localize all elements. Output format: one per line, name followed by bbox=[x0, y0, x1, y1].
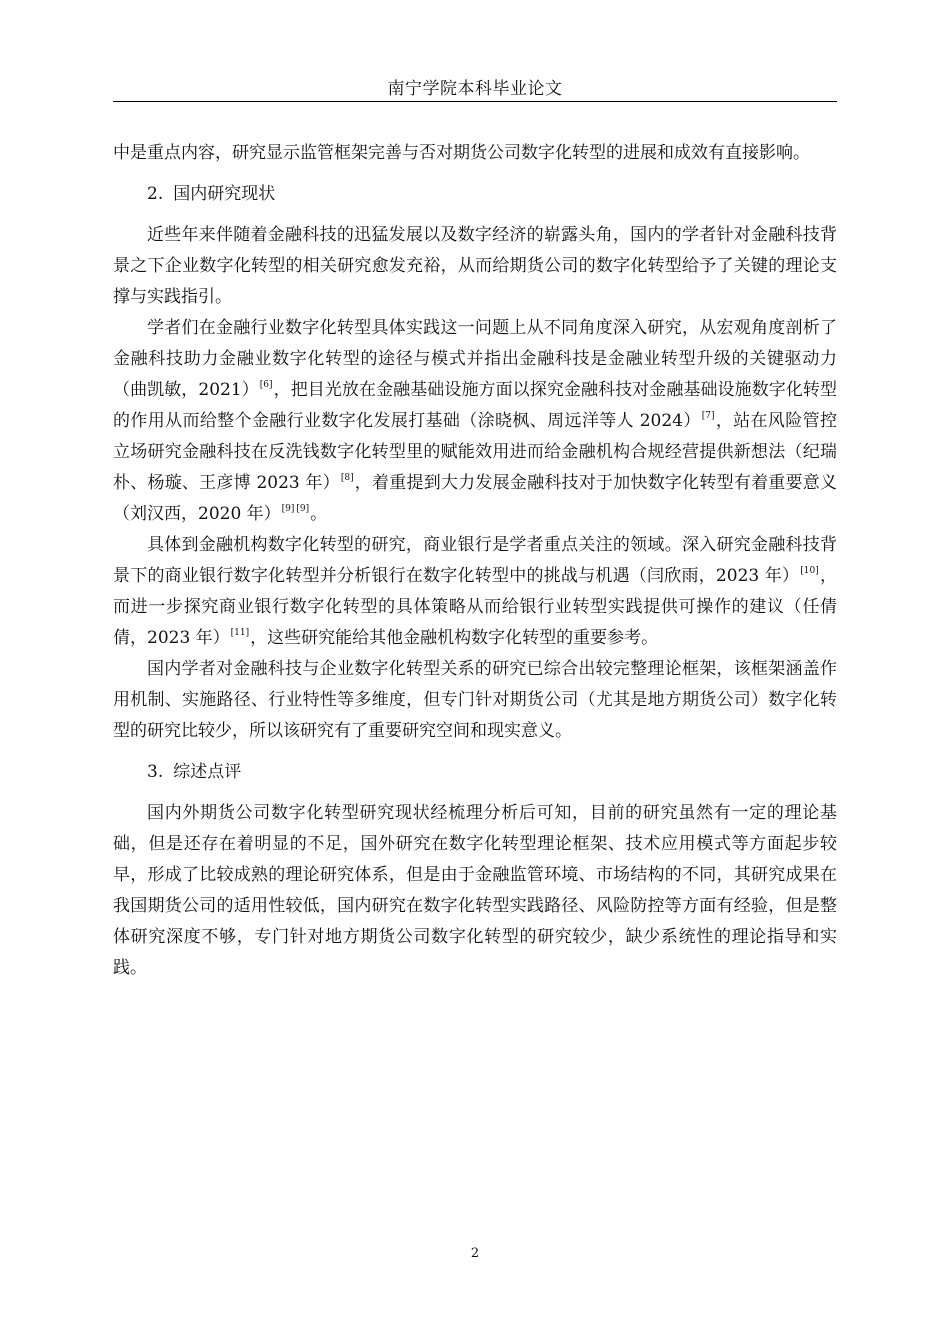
paragraph-text: 具体到金融机构数字化转型的研究，商业银行是学者重点关注的领域。深入研究金融科技背景下的商业银行数字化转型并分析银行在数字化转型中的挑战与机遇（闫欣雨，2023 年） bbox=[113, 535, 837, 586]
paragraph-text: ，把目光放在金融基础设施方面以探究金融科技对金融基础设施数字化转型的作用从而给整个金融行业数字化发展打基础（涂晓枫、周远洋等人 2024） bbox=[113, 380, 838, 431]
paragraph-text: 。 bbox=[310, 504, 328, 524]
citation-ref[interactable]: [10] bbox=[800, 566, 819, 576]
citation-ref[interactable]: [6] bbox=[259, 380, 273, 390]
paragraph bbox=[113, 313, 837, 530]
section-title: 综述点评 bbox=[173, 762, 242, 782]
paragraph-text: ，这些研究能给其他金融机构数字化转型的重要参考。 bbox=[250, 628, 659, 648]
section-heading-domestic-research bbox=[113, 179, 837, 210]
body-text bbox=[113, 138, 837, 984]
paragraph-continued: 中是重点内容，研究显示监管框架完善与否对期货公司数字化转型的进展和成效有直接影响。 bbox=[113, 143, 810, 163]
paragraph-text: 学者们在金融行业数字化转型具体实践这一问题上从不同角度深入研究，从宏观角度剖析了金融科技助力金融业数字化转型的途径与模式并指出金融科技是金融业转型升级的关键驱动力（曲凯敏，2021） bbox=[113, 318, 837, 400]
paragraph: 近些年来伴随着金融科技的迅猛发展以及数字经济的崭露头角，国内的学者针对金融科技背景之下企业数字化转型的相关研究愈发充裕，从而给期货公司的数字化转型给予了关键的理论支撑与实践指引。 bbox=[113, 225, 837, 307]
paragraph bbox=[113, 530, 837, 654]
paragraph-text: ，站在风险管控立场研究金融科技在反洗钱数字化转型里的赋能效用进而给金融机构合规经营提供新想法（纪瑞朴、杨璇、王彦博 2023 年） bbox=[113, 411, 838, 493]
paragraph: 国内外期货公司数字化转型研究现状经梳理分析后可知，目前的研究虽然有一定的理论基础，但是还存在着明显的不足，国外研究在数字化转型理论框架、技术应用模式等方面起步较早，形成了比较成熟的理论研究体系，但是由于金融监管环境、市场结构的不同，其研究成果在我国期货公司的适用性较低，国内研究在数字化转型实践路径、风险防控等方面有经验，但是整体研究深度不够，专门针对地方期货公司数字化转型的研究较少，缺少系统性的理论指导和实践。 bbox=[113, 803, 837, 978]
page-header-title: 南宁学院本科毕业论文 bbox=[387, 79, 563, 99]
paragraph: 国内学者对金融科技与企业数字化转型关系的研究已综合出较完整理论框架，该框架涵盖作用机制、实施路径、行业特性等多维度，但专门针对期货公司（尤其是地方期货公司）数字化转型的研究比较少，所以该研究有了重要研究空间和现实意义。 bbox=[113, 659, 837, 741]
header-rule bbox=[113, 101, 837, 102]
section-heading-review bbox=[113, 757, 837, 788]
section-title: 国内研究现状 bbox=[173, 184, 276, 204]
paragraph-text: ，而进一步探究商业银行数字化转型的具体策略从而给银行业转型实践提供可操作的建议（任倩倩，2023 年） bbox=[113, 566, 838, 648]
paragraph-text: ，着重提到大力发展金融科技对于加快数字化转型有着重要意义（刘汉西，2020 年） bbox=[113, 473, 837, 524]
section-number: 2. bbox=[147, 184, 164, 204]
citation-ref[interactable]: [8] bbox=[340, 473, 354, 483]
citation-ref[interactable]: [11] bbox=[230, 628, 250, 638]
citation-ref[interactable]: [9] bbox=[281, 504, 295, 514]
citation-ref[interactable]: [9] bbox=[296, 504, 310, 514]
section-number: 3. bbox=[147, 762, 164, 782]
citation-ref[interactable]: [7] bbox=[701, 411, 715, 421]
page-number: 2 bbox=[470, 1246, 480, 1261]
